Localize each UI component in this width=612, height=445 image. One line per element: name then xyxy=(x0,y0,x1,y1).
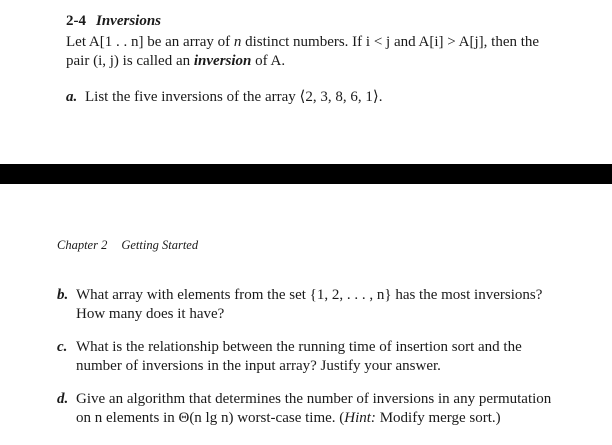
problem-number: 2-4 xyxy=(66,13,86,29)
intro-line-2-post: of A. xyxy=(251,53,286,69)
part-c-line-1: What is the relationship between the running time of insertion sort and the xyxy=(76,339,522,355)
running-header-chapter: Chapter 2 xyxy=(57,238,108,252)
running-header-title: Getting Started xyxy=(121,238,199,252)
intro-line-1-pre: Let A[1 . . n] be an array of xyxy=(66,34,234,50)
part-a-text: List the five inversions of the array ⟨2, 3, 8, 6, 1⟩. xyxy=(85,89,383,105)
part-d xyxy=(57,390,587,428)
part-a-label: a. xyxy=(66,89,78,105)
part-c xyxy=(57,338,587,376)
intro-n: n xyxy=(233,34,242,50)
part-b-line-2: How many does it have? xyxy=(76,306,225,322)
running-header xyxy=(57,238,198,253)
intro-line-2 xyxy=(66,52,586,71)
part-b-label: b. xyxy=(57,287,69,303)
part-b-line-1: What array with elements from the set {1, 2, . . . , n} has the most inversions? xyxy=(76,287,543,303)
intro-line-2-pre: pair (i, j) is called an xyxy=(66,53,194,69)
problem-intro xyxy=(66,33,586,71)
part-d-label: d. xyxy=(57,391,69,407)
part-d-line-2-post: Modify merge sort.) xyxy=(375,410,501,426)
part-c-line-2: number of inversions in the input array? Justify your answer. xyxy=(76,358,441,374)
part-d-hint: Hint: xyxy=(344,410,376,426)
part-c-label: c. xyxy=(57,339,68,355)
page-divider xyxy=(0,164,612,184)
part-d-line-2 xyxy=(76,409,587,428)
intro-line-1-post: distinct numbers. If i < j and A[i] > A[j], then the xyxy=(241,34,540,50)
intro-inversion-term: inversion xyxy=(193,53,252,69)
intro-line-1 xyxy=(66,33,586,52)
part-d-line-2-pre: on n elements in Θ(n lg n) worst-case time. ( xyxy=(76,410,345,426)
part-a xyxy=(66,88,586,107)
part-d-line-1: Give an algorithm that determines the number of inversions in any permutation xyxy=(76,391,552,407)
problem-heading xyxy=(66,13,161,30)
problem-title: Inversions xyxy=(96,13,162,29)
part-b xyxy=(57,286,587,324)
